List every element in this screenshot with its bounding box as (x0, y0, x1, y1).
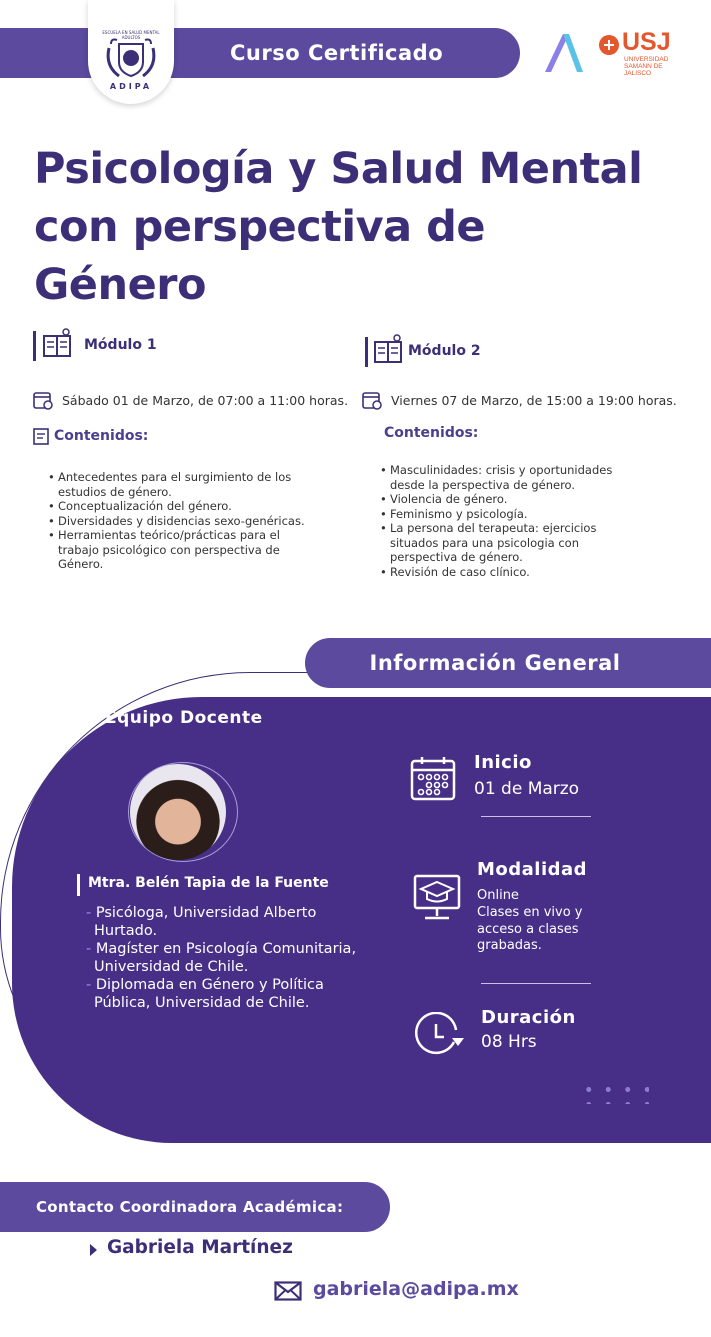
list-item: • Revisión de caso clínico. (380, 565, 636, 580)
team-title: Equipo Docente (105, 708, 263, 728)
adipa-logo-caption: ESCUELA EN SALUD MENTAL ADULTOS (102, 30, 160, 40)
teacher-name: Mtra. Belén Tapia de la Fuente (88, 875, 329, 891)
teacher-credentials (86, 904, 361, 1012)
book-icon (42, 328, 74, 360)
book-icon (373, 334, 405, 366)
a-logo-icon (543, 32, 585, 74)
module1-bar (33, 331, 36, 361)
mode-value: Online (477, 888, 519, 903)
contact-name: Gabriela Martínez (107, 1237, 293, 1258)
module1-date: Sábado 01 de Marzo, de 07:00 a 11:00 horas. (62, 393, 349, 408)
decorative-dots (579, 1082, 649, 1104)
usj-subtitle: UNIVERSIDAD SAMANN DE JALISCO (624, 56, 669, 77)
header-title: Curso Certificado (230, 41, 444, 65)
module2-contents-list (380, 463, 636, 579)
list-item: • La persona del terapeuta: ejercicios situados para una psicologia con perspectiva de género. (380, 521, 636, 565)
duration-value: 08 Hrs (481, 1032, 537, 1052)
contact-email-link[interactable]: gabriela@adipa.mx (313, 1278, 519, 1300)
usj-seal-icon (598, 34, 620, 56)
online-class-icon (413, 870, 461, 922)
course-title-line2: con perspectiva de (34, 202, 486, 252)
start-label: Inicio (474, 752, 532, 773)
list-item: • Herramientas teórico/prácticas para el trabajo psicológico con perspectiva de Género. (48, 528, 310, 572)
course-title-line3: Género (34, 260, 206, 310)
module2-date: Viernes 07 de Marzo, de 15:00 a 19:00 horas. (391, 393, 677, 408)
course-title (34, 140, 694, 314)
divider (481, 983, 591, 984)
mode-detail: Clases en vivo y acceso a clases grabadas. (477, 905, 583, 953)
list-item: • Antecedentes para el surgimiento de los estudios de género. (48, 470, 310, 499)
divider (481, 816, 591, 817)
mode-label: Modalidad (477, 859, 588, 880)
teacher-bar (77, 874, 80, 896)
bullet-arrow-icon (90, 1244, 97, 1256)
calendar-icon (362, 390, 382, 410)
module2-bar (365, 337, 368, 367)
teacher-photo (130, 764, 226, 860)
contact-title: Contacto Coordinadora Académica: (36, 1198, 344, 1216)
adipa-logo (88, 0, 174, 104)
usj-logo (598, 28, 684, 80)
info-section-title: Información General (369, 651, 621, 675)
adipa-logo-name: ADIPA (109, 82, 153, 91)
credential-item: - Magíster en Psicología Comunitaria, Universidad de Chile. (86, 941, 357, 975)
module2-label: Módulo 2 (408, 343, 481, 359)
mail-icon (274, 1281, 302, 1301)
credential-item: - Psicóloga, Universidad Alberto Hurtado. (86, 905, 317, 939)
duration-label: Duración (481, 1007, 576, 1028)
start-value: 01 de Marzo (474, 779, 580, 799)
document-icon (33, 428, 51, 446)
shield-icon (105, 36, 157, 80)
list-item: • Conceptualización del género. (48, 499, 310, 514)
usj-title: USJ (622, 28, 671, 56)
course-title-line1: Psicología y Salud Mental (34, 144, 643, 194)
list-item: • Diversidades y disidencias sexo-genéricas. (48, 514, 310, 529)
list-item: • Violencia de género. (380, 492, 636, 507)
clock-icon (414, 1012, 466, 1060)
module1-contents-list (48, 470, 310, 572)
credential-item: - Diplomada en Género y Política Pública, Universidad de Chile. (86, 977, 324, 1011)
calendar-icon (410, 755, 456, 801)
list-item: • Masculinidades: crisis y oportunidades desde la perspectiva de género. (380, 463, 636, 492)
module1-contents-label: Contenidos: (54, 428, 149, 444)
calendar-icon (33, 390, 53, 410)
list-item: • Feminismo y psicología. (380, 507, 636, 522)
module1-label: Módulo 1 (84, 337, 157, 353)
module2-contents-label: Contenidos: (384, 425, 479, 441)
